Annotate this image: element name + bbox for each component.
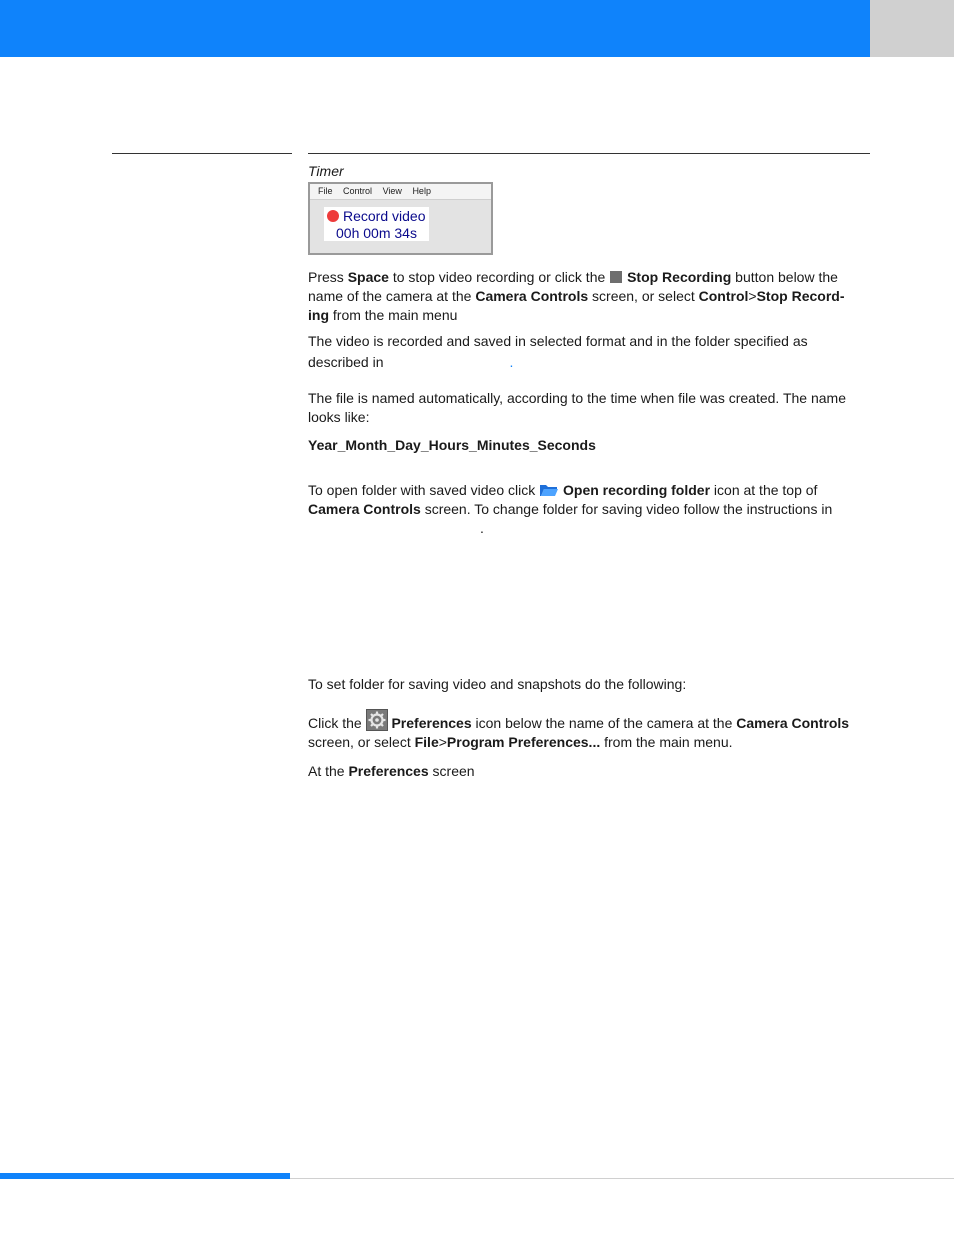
text: screen, or select bbox=[308, 734, 415, 750]
text: Click the bbox=[308, 715, 366, 731]
text: To open folder with saved video click bbox=[308, 482, 540, 498]
section-rule-left bbox=[112, 153, 292, 154]
text: icon below the name of the camera at the bbox=[471, 715, 737, 731]
footer-rule bbox=[290, 1178, 954, 1179]
text: from the main menu bbox=[329, 307, 458, 323]
text: The video is recorded and saved in selected format and in the folder specified as bbox=[308, 333, 808, 349]
camera-controls-label: Camera Controls bbox=[475, 288, 589, 304]
text: screen, or select bbox=[588, 288, 699, 304]
menu-file-label: File bbox=[414, 734, 439, 750]
record-dot-icon bbox=[327, 210, 339, 222]
menu-view: View bbox=[382, 186, 402, 196]
timer-screenshot bbox=[308, 182, 493, 255]
footer-bar bbox=[0, 1173, 290, 1179]
para-video-saved bbox=[308, 331, 870, 373]
para-open-folder bbox=[308, 481, 870, 538]
text: screen. To change folder for saving video follow the instructions in bbox=[420, 501, 833, 517]
para-stop-recording bbox=[308, 268, 870, 325]
timer-menubar bbox=[310, 184, 491, 200]
text: described in bbox=[308, 354, 384, 370]
section-rule-right bbox=[308, 153, 870, 154]
file-name-format: Year_Month_Day_Hours_Minutes_Seconds bbox=[308, 437, 596, 453]
para-click-preferences bbox=[308, 709, 870, 752]
text: button below the name of the camera at the bbox=[308, 269, 838, 304]
record-label: Record video bbox=[343, 208, 426, 224]
header-bar bbox=[0, 0, 870, 57]
text: from the main menu. bbox=[600, 734, 733, 750]
text: > bbox=[438, 734, 447, 750]
key-space: Space bbox=[347, 269, 389, 285]
text: . bbox=[480, 520, 484, 536]
text: Press bbox=[308, 269, 348, 285]
text: to stop video recording or click the bbox=[388, 269, 610, 285]
menu-control: Control bbox=[343, 186, 373, 196]
menu-stop-record-label-end: ing bbox=[308, 307, 329, 323]
preferences-label: Preferences bbox=[391, 715, 472, 731]
menu-help: Help bbox=[412, 186, 431, 196]
para-file-naming: The file is named automatically, according to the time when file was created. The name looks like: bbox=[308, 390, 846, 425]
header-corner-block bbox=[870, 0, 954, 57]
preferences-screen-label: Preferences bbox=[348, 763, 429, 779]
para-set-folder: To set folder for saving video and snapshots do the following: bbox=[308, 676, 687, 692]
gear-icon bbox=[366, 709, 388, 731]
folder-open-icon bbox=[539, 482, 559, 497]
text: screen bbox=[428, 763, 475, 779]
open-recording-folder-label: Open recording folder bbox=[563, 482, 711, 498]
camera-controls-label: Camera Controls bbox=[736, 715, 850, 731]
text: > bbox=[748, 288, 757, 304]
menu-control-label: Control bbox=[698, 288, 749, 304]
record-timer: 00h 00m 34s bbox=[336, 225, 417, 241]
menu-stop-record-label: Stop Record- bbox=[756, 288, 845, 304]
timer-caption: Timer bbox=[308, 163, 344, 179]
para-preferences-screen bbox=[308, 762, 870, 781]
timer-panel bbox=[324, 207, 429, 241]
camera-controls-label: Camera Controls bbox=[308, 501, 421, 517]
text: icon at the top of bbox=[710, 482, 818, 498]
text: At the bbox=[308, 763, 349, 779]
stop-recording-label: Stop Recording bbox=[627, 269, 732, 285]
cross-ref-link[interactable]: . bbox=[509, 354, 514, 370]
menu-program-preferences-label: Program Preferences... bbox=[446, 734, 601, 750]
stop-square-icon bbox=[609, 270, 623, 284]
menu-file: File bbox=[318, 186, 333, 196]
